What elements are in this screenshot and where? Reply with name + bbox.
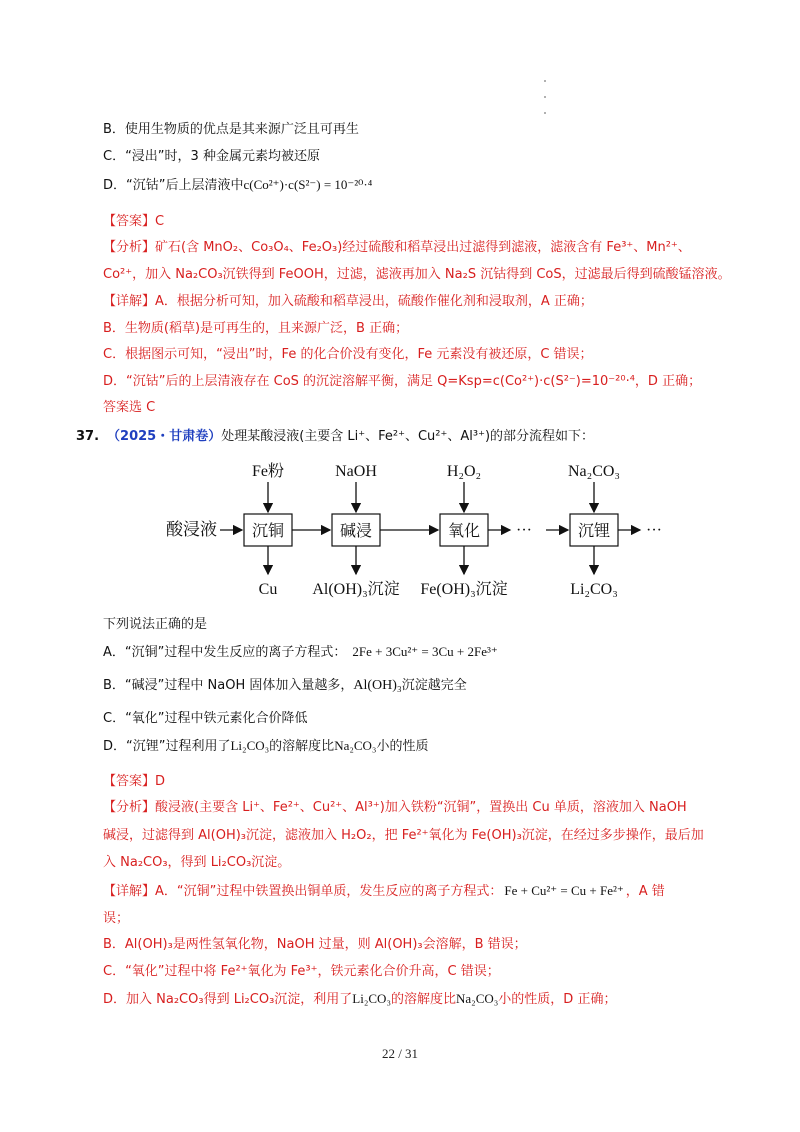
prev-option-d-text: D．“沉钴”后上层清液中 xyxy=(103,178,244,193)
option-d-text-2: 的溶解度比 xyxy=(269,739,335,754)
flow-step-4: 沉锂 xyxy=(577,523,611,540)
q37-option-b xyxy=(103,677,467,695)
detail-tag: 【详解】 xyxy=(103,294,156,309)
flow-product-3: Fe(OH)₃沉淀 xyxy=(420,581,508,598)
option-b-formula: Al(OH)₃ xyxy=(353,678,402,693)
q37-prompt: 下列说法正确的是 xyxy=(103,617,208,632)
flow-reagent-4: Na₂CO₃ xyxy=(567,463,621,480)
prev-answer xyxy=(103,213,164,231)
answer-tag: 【答案】 xyxy=(103,214,156,229)
prev-option-c: C．“浸出”时，3 种金属元素均被还原 xyxy=(103,149,320,164)
option-d-text-3: 小的性质 xyxy=(376,739,429,754)
q37-detail-b: B．Al(OH)₃是两性氢氧化物，NaOH 过量，则 Al(OH)₃会溶解，B 错误； xyxy=(103,937,527,952)
question-source: （2025・甘肃卷） xyxy=(107,429,222,444)
detail-a-text: A．根据分析可知，加入硫酸和稻草浸出，硫酸作催化剂和浸取剂，A 正确； xyxy=(155,294,593,309)
q37-option-c: C．“氧化”过程中铁元素化合价降低 xyxy=(103,711,308,726)
detail-a-equation: Fe + Cu²⁺ = Cu + Fe²⁺ xyxy=(504,883,624,898)
flow-reagent-3: H₂O₂ xyxy=(446,463,482,480)
q37-detail-a xyxy=(103,882,665,901)
detail-tag: 【详解】 xyxy=(103,884,156,899)
prev-detail-b: B．生物质(稻草)是可再生的，且来源广泛，B 正确； xyxy=(103,321,409,336)
prev-detail-a xyxy=(103,293,593,311)
prev-conclusion: 答案选 C xyxy=(103,400,156,415)
q37-analysis-line-2: 碱浸，过滤得到 Al(OH)₃沉淀，滤液加入 H₂O₂，把 Fe²⁺氧化为 Fe(OH)₃沉淀，在经过多步操作，最后加 xyxy=(103,828,704,843)
option-a-equation: 2Fe + 3Cu²⁺ = 3Cu + 2Fe³⁺ xyxy=(352,644,498,659)
q37-detail-c: C．“氧化”过程中将 Fe²⁺氧化为 Fe³⁺，铁元素化合价升高，C 错误； xyxy=(103,964,500,979)
scan-speck xyxy=(544,96,546,98)
detail-d-text: D．加入 Na₂CO₃得到 Li₂CO₃沉淀，利用了 xyxy=(103,992,353,1007)
q37-analysis-line-3: 入 Na₂CO₃，得到 Li₂CO₃沉淀。 xyxy=(103,855,291,870)
option-d-formula-1: Li₂CO₃ xyxy=(230,738,270,753)
option-b-text: B．“碱浸”过程中 NaOH 固体加入量越多， xyxy=(103,678,354,693)
q37-analysis-line-1 xyxy=(103,799,687,817)
analysis-text: 矿石(含 MnO₂、Co₃O₄、Fe₂O₃)经过硫酸和稻草浸出过滤得到滤液，滤液含有 Fe³⁺、Mn²⁺、 xyxy=(155,240,691,255)
detail-d-text-2: 的溶解度比 xyxy=(390,992,456,1007)
flow-ellipsis-2: ··· xyxy=(646,522,662,539)
prev-detail-c: C．根据图示可知，“浸出”时，Fe 的化合价没有变化，Fe 元素没有被还原，C 错误； xyxy=(103,347,593,362)
flow-step-3: 氧化 xyxy=(447,523,481,540)
option-b-text-2: 沉淀越完全 xyxy=(401,678,467,693)
detail-d-formula-2: Na₂CO₃ xyxy=(456,991,499,1006)
detail-d-text-3: 小的性质，D 正确； xyxy=(498,992,617,1007)
flow-product-2: Al(OH)₃沉淀 xyxy=(312,581,400,598)
process-flow-diagram xyxy=(160,452,680,602)
prev-detail-d: D．“沉钴”后的上层清液存在 CoS 的沉淀溶解平衡，满足 Q=Ksp=c(Co²⁺)·c(S²⁻)=10⁻²⁰·⁴，D 正确； xyxy=(103,374,702,389)
question-stem-text: 处理某酸浸液(主要含 Li⁺、Fe²⁺、Cu²⁺、Al³⁺)的部分流程如下： xyxy=(221,429,595,444)
scan-speck xyxy=(544,80,546,82)
q37-stem xyxy=(76,428,594,446)
detail-a-text: A．“沉铜”过程中铁置换出铜单质，发生反应的离子方程式： xyxy=(155,884,503,899)
question-number: 37. xyxy=(76,429,100,444)
option-a-text: A．“沉铜”过程中发生反应的离子方程式： xyxy=(103,645,347,660)
flow-reagent-1: Fe粉 xyxy=(251,463,285,480)
prev-analysis-line-1 xyxy=(103,239,691,257)
q37-detail-a-cont: 误； xyxy=(103,911,130,926)
flow-step-2: 碱浸 xyxy=(339,523,373,540)
detail-d-formula-1: Li₂CO₃ xyxy=(352,991,391,1006)
q37-option-a xyxy=(103,643,498,662)
flow-reagent-2: NaOH xyxy=(335,463,377,480)
q37-option-d xyxy=(103,737,429,756)
analysis-tag: 【分析】 xyxy=(103,240,156,255)
q37-detail-d xyxy=(103,990,616,1009)
prev-option-d xyxy=(103,176,372,195)
flow-ellipsis-1: ··· xyxy=(516,522,532,539)
analysis-text: 酸浸液(主要含 Li⁺、Fe²⁺、Cu²⁺、Al³⁺)加入铁粉“沉铜”，置换出 Cu 单质，溶液加入 NaOH xyxy=(155,800,687,815)
q37-answer xyxy=(103,773,165,791)
answer-tag: 【答案】 xyxy=(103,774,156,789)
option-d-formula-2: Na₂CO₃ xyxy=(334,738,377,753)
answer-value: C xyxy=(155,214,165,229)
prev-analysis-line-2: Co²⁺，加入 Na₂CO₃沉铁得到 FeOOH，过滤，滤液再加入 Na₂S 沉钴得到 CoS，过滤最后得到硫酸锰溶液。 xyxy=(103,267,731,282)
analysis-tag: 【分析】 xyxy=(103,800,156,815)
flow-input-label: 酸浸液 xyxy=(166,520,217,539)
scan-speck xyxy=(544,112,546,114)
detail-a-text-2: ，A 错 xyxy=(625,884,665,899)
page-number: 22 / 31 xyxy=(381,1046,419,1061)
flow-product-1: Cu xyxy=(258,581,278,598)
prev-option-b: B．使用生物质的优点是其来源广泛且可再生 xyxy=(103,122,359,137)
answer-value: D xyxy=(155,774,166,789)
prev-option-d-math: c(Co²⁺)·c(S²⁻) = 10⁻²⁰·⁴ xyxy=(243,177,373,192)
flow-step-1: 沉铜 xyxy=(251,523,285,540)
option-d-text: D．“沉锂”过程利用了 xyxy=(103,739,231,754)
flow-product-4: Li₂CO₃ xyxy=(570,581,618,598)
